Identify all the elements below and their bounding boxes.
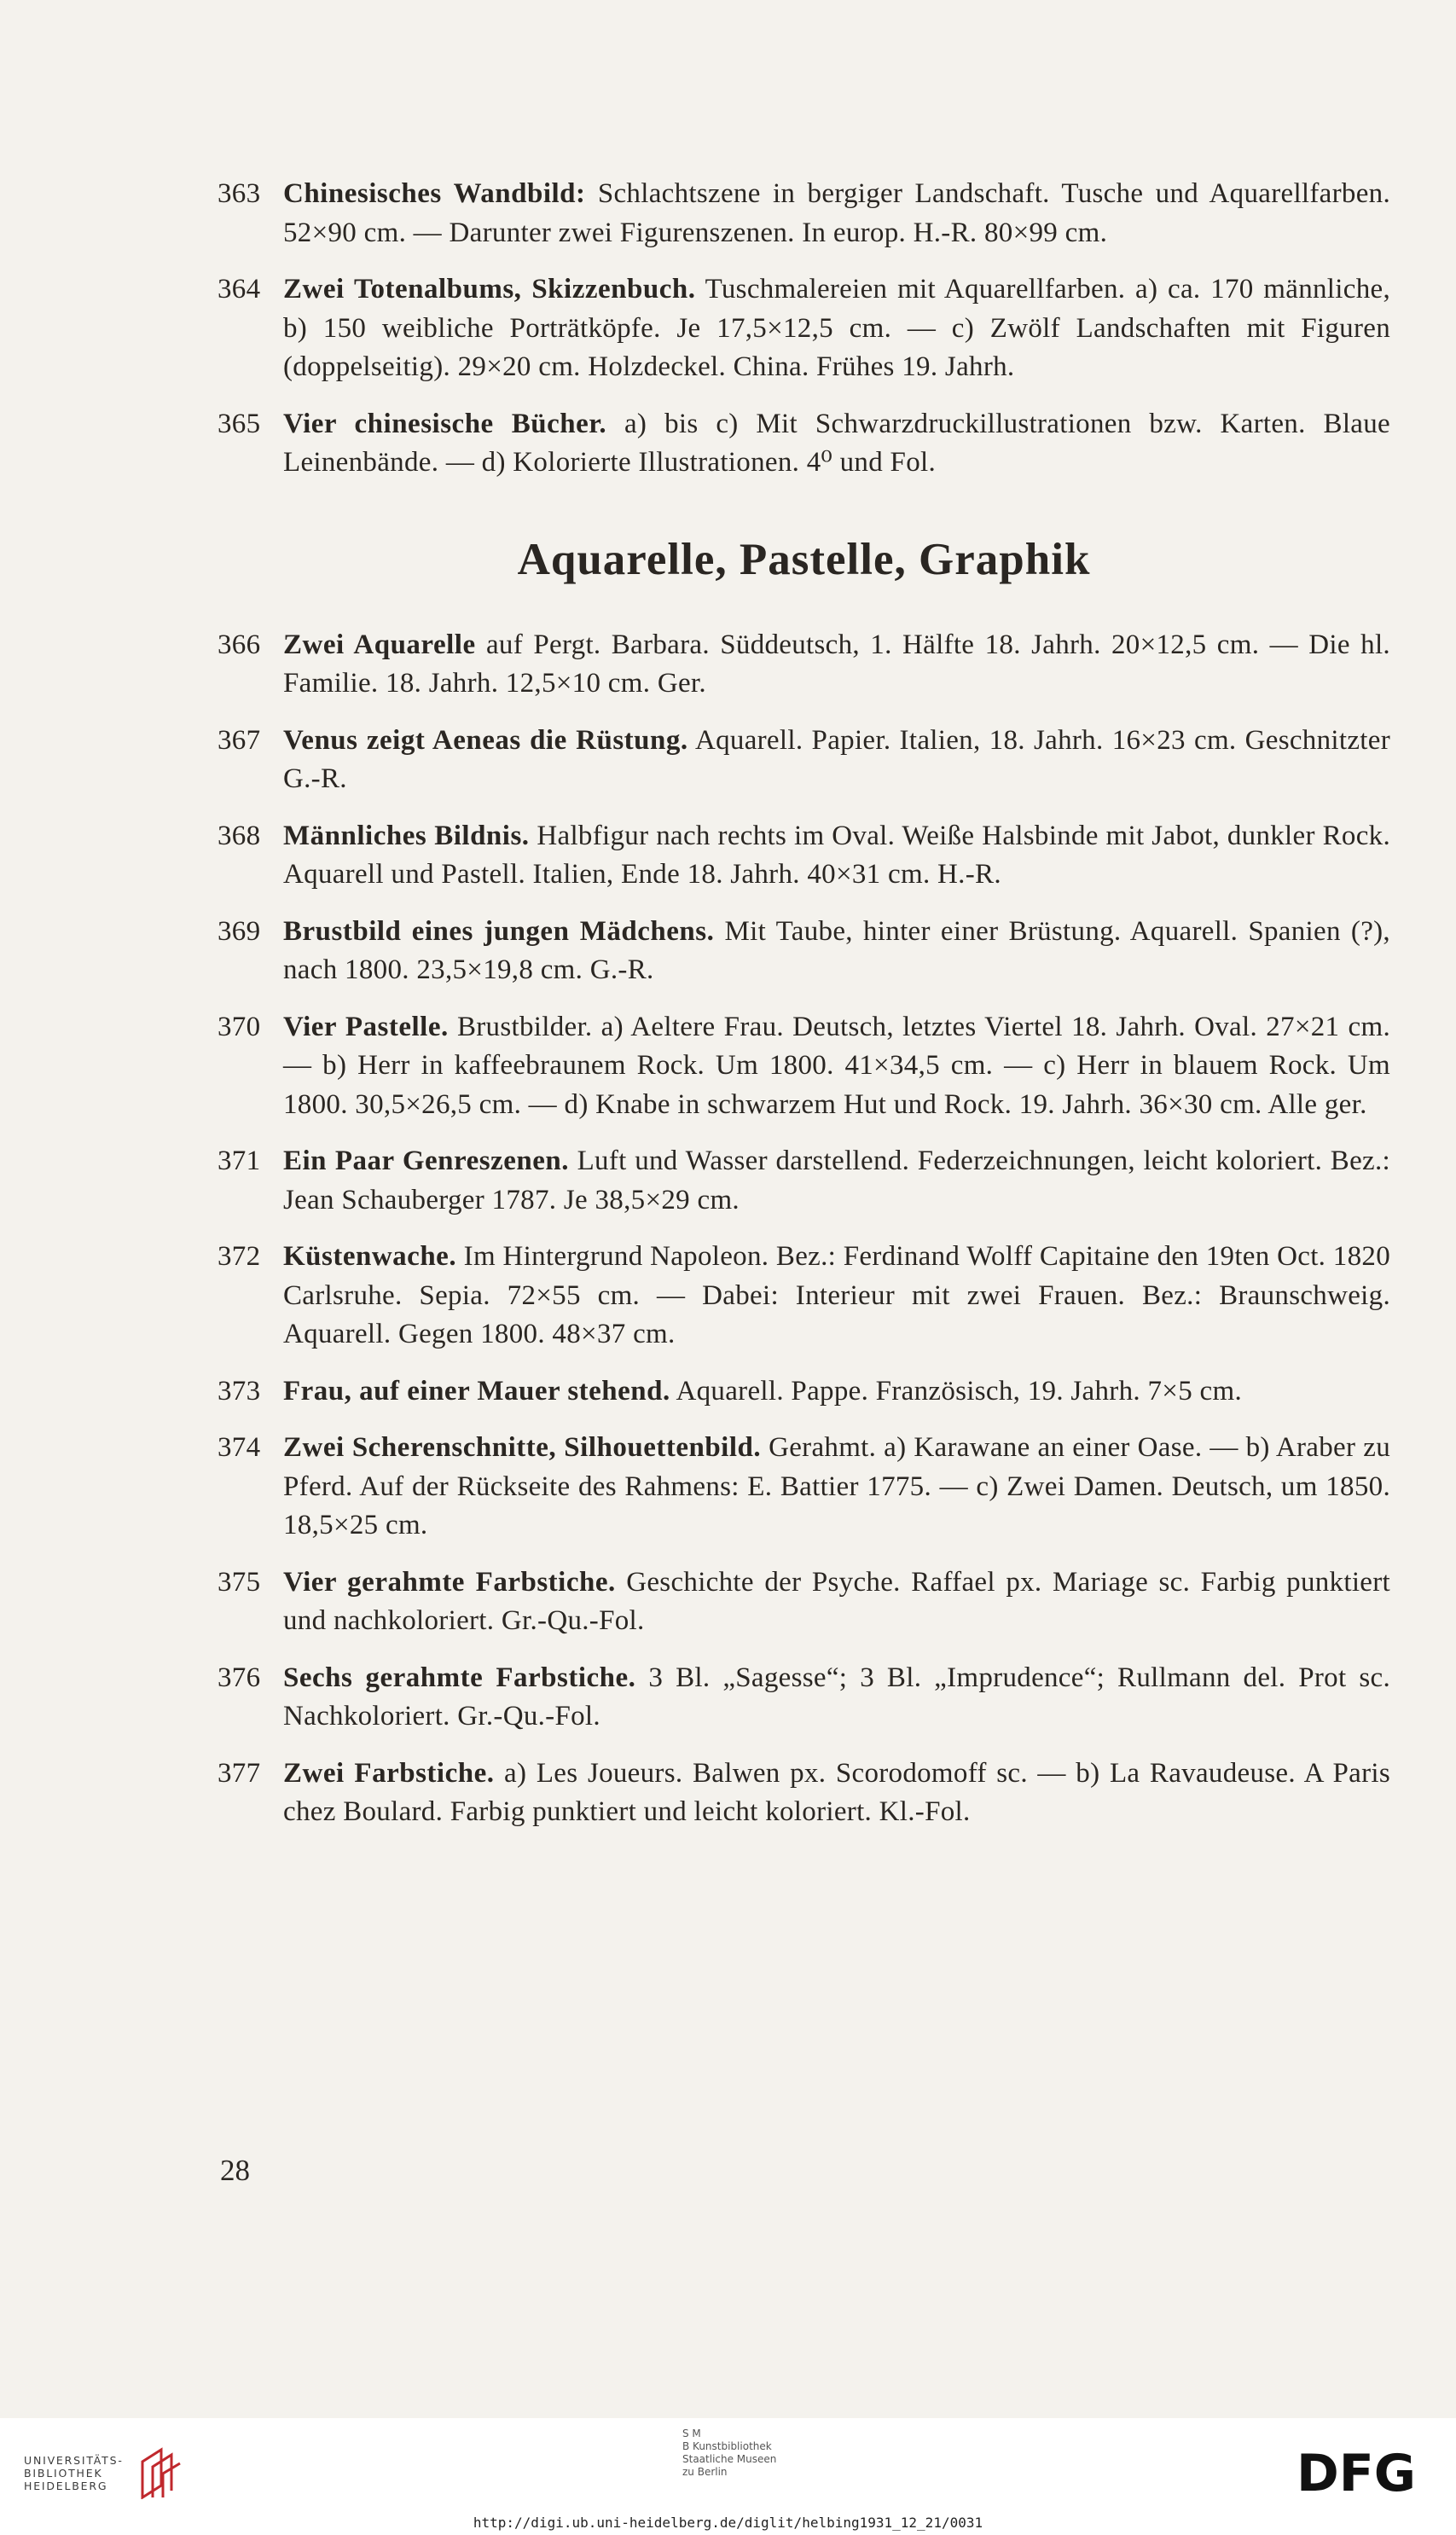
catalog-entry [218, 722, 1390, 799]
entry-title: Zwei Aquarelle [283, 629, 476, 660]
entry-title: Frau, auf einer Mauer stehend. [283, 1375, 670, 1407]
catalog-entry [218, 1372, 1390, 1412]
entry-title: Zwei Scherenschnitte, Silhouettenbild. [283, 1432, 762, 1463]
stamp-line-3: Staatliche Museen [682, 2453, 777, 2465]
section-heading: Aquarelle, Pastelle, Graphik [517, 534, 1091, 584]
entry-text: a) bis c) Mit Schwarzdruckillustrationen bzw. Karten. Blaue Leinenbände. — d) Kolorierte Illustrationen. 4⁰ und Fol. [283, 408, 1390, 478]
entry-title: Vier gerahmte Farbstiche. [283, 1566, 616, 1598]
entry-title: Sechs gerahmte Farbstiche. [283, 1662, 636, 1693]
entry-number: 374 [218, 1432, 261, 1463]
library-stamp [682, 2428, 776, 2479]
uni-logo-text [24, 2454, 124, 2492]
entry-number: 366 [218, 629, 261, 660]
entry-text: Gerahmt. a) Karawane an einer Oase. — b) Araber zu Pferd. Auf der Rückseite des Rahmens: E. Battier 1775. — c) Zwei Damen. Deutsch, um 1850. 18,5×25 cm. [283, 1432, 1390, 1540]
catalog-entry [218, 913, 1390, 990]
catalog-entry [218, 626, 1390, 704]
uni-logo-line-2: BIBLIOTHEK [24, 2466, 103, 2480]
page-number: 28 [220, 2154, 250, 2187]
entry-text: Tuschmalereien mit Aquarellfarben. a) ca. 170 männliche, b) 150 weibliche Porträtköpfe. Je 17,5×12,5 cm. — c) Zwölf Landschaften mit Figuren (doppelseitig). 29×20 cm. Holzdeckel. China. Frühes 19. Jahrh. [283, 274, 1390, 382]
entry-title: Vier Pastelle. [283, 1011, 449, 1042]
dfg-label: DFG [1296, 2446, 1417, 2497]
dfg-logo[interactable] [1296, 2446, 1433, 2502]
entry-title: Vier chinesische Bücher. [283, 408, 607, 439]
entry-text: Aquarell. Papier. Italien, 18. Jahrh. 16×23 cm. Geschnitzter G.-R. [283, 724, 1390, 794]
entry-number: 375 [218, 1566, 261, 1598]
entry-number: 363 [218, 178, 261, 209]
entry-number: 364 [218, 274, 261, 305]
catalog-entry [218, 1659, 1390, 1737]
entry-number: 370 [218, 1011, 261, 1042]
entry-text: 3 Bl. „Sagesse“; 3 Bl. „Imprudence“; Rullmann del. Prot sc. Nachkoloriert. Gr.-Qu.-Fol. [283, 1662, 1390, 1732]
catalog-entry [218, 1238, 1390, 1355]
entry-number: 376 [218, 1662, 261, 1693]
entry-title: Brustbild eines jungen Mädchens. [283, 915, 715, 947]
entry-text: Luft und Wasser darstellend. Federzeichnungen, leicht koloriert. Bez.: Jean Schauberger 1787. Je 38,5×29 cm. [283, 1146, 1390, 1215]
catalog-entry [218, 1563, 1390, 1641]
entry-title: Zwei Totenalbums, Skizzenbuch. [283, 274, 696, 305]
catalog-entry [218, 1142, 1390, 1220]
entry-text: Geschichte der Psyche. Raffael px. Mariage sc. Farbig punktiert und nachkoloriert. Gr.-Qu.-Fol. [283, 1566, 1390, 1636]
dfg-logo-icon [1296, 2446, 1433, 2497]
entry-text: Halbfigur nach rechts im Oval. Weiße Halsbinde mit Jabot, dunkler Rock. Aquarell und Pastell. Italien, Ende 18. Jahrh. 40×31 cm. H.-R. [283, 820, 1391, 890]
university-library-logo[interactable] [24, 2446, 183, 2499]
entry-title: Venus zeigt Aeneas die Rüstung. [283, 724, 688, 756]
entry-title: Männliches Bildnis. [283, 820, 530, 851]
entry-number: 371 [218, 1146, 261, 1176]
uni-logo-line-1: UNIVERSITÄTS- [24, 2453, 124, 2467]
uni-logo-line-3: HEIDELBERG [24, 2479, 108, 2492]
entry-number: 365 [218, 408, 261, 439]
catalog-entry [218, 175, 1390, 252]
entry-number: 369 [218, 915, 261, 947]
entry-text: Mit Taube, hinter einer Brüstung. Aquarell. Spanien (?), nach 1800. 23,5×19,8 cm. G.-R. [283, 915, 1390, 985]
entries-top [218, 175, 1390, 483]
stamp-line-4: zu Berlin [682, 2466, 728, 2478]
catalog-entry [218, 817, 1390, 895]
entry-text: Brustbilder. a) Aeltere Frau. Deutsch, letztes Viertel 18. Jahrh. Oval. 27×21 cm. — b) Herr in kaffeebraunem Rock. Um 1800. 41×34,5 cm. — c) Herr in blauem Rock. Um 1800. 30,5×26,5 cm. — d) Knabe in schwarzem Hut und Rock. 19. Jahrh. 36×30 cm. Alle ger. [283, 1011, 1391, 1120]
entry-title: Küstenwache. [283, 1241, 457, 1272]
entry-number: 377 [218, 1757, 261, 1789]
entry-text: Schlachtszene in bergiger Landschaft. Tusche und Aquarellfarben. 52×90 cm. — Darunter zwei Figurenszenen. In europ. H.-R. 80×99 cm. [283, 178, 1390, 248]
entry-text: a) Les Joueurs. Balwen px. Scorodomoff sc. — b) La Ravaudeuse. A Paris chez Boulard. Farbig punktiert und leicht koloriert. Kl.-Fol. [283, 1757, 1390, 1827]
stamp-line-1: S M [682, 2428, 701, 2439]
entry-text: Aquarell. Pappe. Französisch, 19. Jahrh. 7×5 cm. [670, 1375, 1243, 1407]
page-url[interactable]: http://digi.ub.uni-heidelberg.de/diglit/helbing1931_12_21/0031 [473, 2515, 983, 2531]
entry-number: 367 [218, 724, 261, 756]
entry-number: 373 [218, 1375, 261, 1407]
entry-title: Zwei Farbstiche. [283, 1757, 495, 1789]
entries-section [218, 626, 1390, 1832]
catalog-entry [218, 1429, 1390, 1546]
catalog-content [218, 175, 1390, 1850]
entry-number: 368 [218, 820, 261, 851]
stamp-line-2: B Kunstbibliothek [682, 2440, 772, 2452]
catalog-entry [218, 1755, 1390, 1832]
entry-number: 372 [218, 1241, 261, 1272]
catalog-entry [218, 405, 1390, 483]
catalog-entry [218, 1008, 1390, 1125]
entry-text: Im Hintergrund Napoleon. Bez.: Ferdinand Wolff Capitaine den 19ten Oct. 1820 Carlsruhe. Sepia. 72×55 cm. — Dabei: Interieur mit zwei Frauen. Bez.: Braunschweig. Aquarell. Gegen 1800. 48×37 cm. [283, 1241, 1390, 1349]
library-emblem-icon [136, 2446, 183, 2499]
catalog-entry [218, 270, 1390, 387]
entry-title: Ein Paar Genreszenen. [283, 1146, 569, 1176]
entry-title: Chinesisches Wandbild: [283, 178, 586, 209]
entry-text: auf Pergt. Barbara. Süddeutsch, 1. Hälfte 18. Jahrh. 20×12,5 cm. — Die hl. Familie. 18. Jahrh. 12,5×10 cm. Ger. [283, 629, 1390, 699]
